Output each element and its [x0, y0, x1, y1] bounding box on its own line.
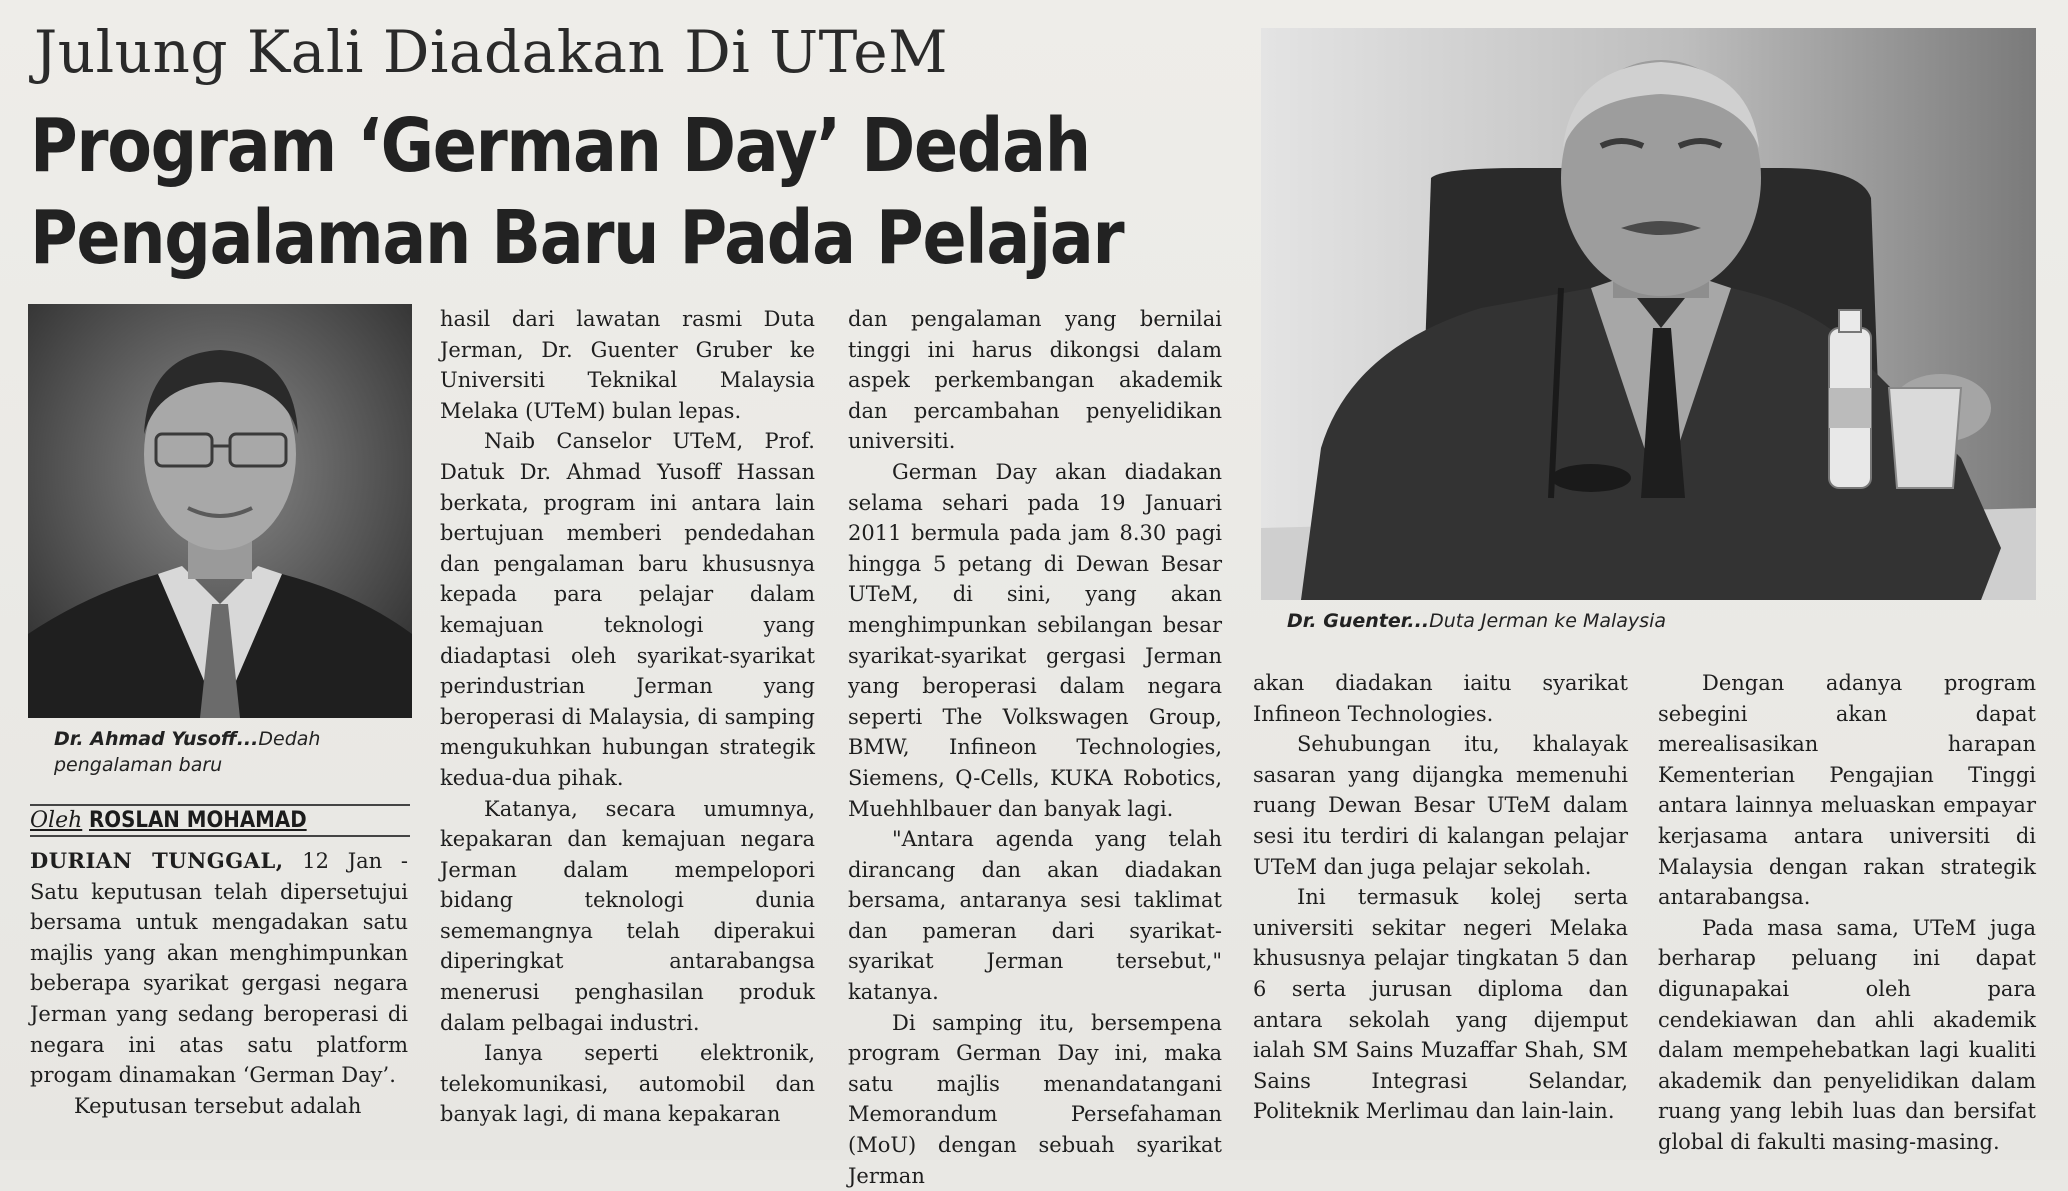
col2-paragraph-1: hasil dari lawatan rasmi Duta Jerman, Dr. Guenter Gruber ke Universiti Teknikal Malaysia Melaka (UTeM) bulan lepas.	[440, 307, 815, 423]
col1-paragraph-2: Keputusan tersebut adalah	[74, 1093, 362, 1118]
col1-p1-text: 12 Jan - Satu keputusan telah dipersetujui bersama untuk mengadakan satu majlis yang akan menghimpunkan beberapa syarikat gergasi negara Jerman yang sedang beroperasi di negara ini atas satu platform progam dinamakan ‘German Day’.	[30, 849, 408, 1088]
col3-paragraph-3: "Antara agenda yang telah dirancang dan akan diadakan bersama, antaranya sesi taklimat dan pameran dari syarikat-syarikat Jerman tersebut," katanya.	[848, 827, 1222, 1005]
photo-ahmad-yusoff	[28, 304, 412, 718]
article-column-4	[1253, 668, 1628, 1127]
photo2-caption-text: Duta Jerman ke Malaysia	[1429, 610, 1666, 632]
col3-paragraph-1: dan pengalaman yang bernilai tinggi ini harus dikongsi dalam aspek perkembangan akademik dan percambahan penyelidikan universiti.	[848, 307, 1222, 454]
photo1-caption-text-1: Dedah	[258, 728, 321, 750]
article-headline	[30, 100, 1124, 284]
article-column-1	[30, 846, 408, 1121]
photo1-caption-name: Dr. Ahmad Yusoff...	[54, 728, 259, 750]
col4-paragraph-2: Sehubungan itu, khalayak sasaran yang dijangka memenuhi ruang Dewan Besar UTeM dalam sesi itu terdiri di kalangan pelajar UTeM dan juga pelajar sekolah.	[1253, 732, 1628, 879]
byline-author: ROSLAN MOHAMAD	[89, 808, 307, 833]
col2-paragraph-2: Naib Canselor UTeM, Prof. Datuk Dr. Ahmad Yusoff Hassan berkata, program ini antara lain bertujuan memberi pendedahan dan pengalaman baru khususnya kepada para pelajar dalam kemajuan teknologi yang diadaptasi oleh syarikat-syarikat perindustrian Jerman yang beroperasi di Malaysia, di samping mengukuhkan hubungan strategik kedua-dua pihak.	[440, 429, 815, 790]
photo1-caption-text-2: pengalaman baru	[54, 754, 223, 776]
photo-guenter-gruber	[1261, 28, 2036, 600]
col2-paragraph-3: Katanya, secara umumnya, kepakaran dan kemajuan negara Jerman dalam mempelopori bidang teknologi dunia sememangnya telah diperakui diperingkat antarabangsa menerusi penghasilan produk dalam pelbagai industri.	[440, 796, 815, 1035]
col5-paragraph-2: Pada masa sama, UTeM juga berharap peluang ini dapat digunapakai oleh para cendekiawan dan ahli akademik dalam mempehebatkan lagi kualiti akademik dan penyelidikan dalam ruang yang lebih luas dan bersifat global di fakulti masing-masing.	[1658, 915, 2036, 1154]
photo2-caption-name: Dr. Guenter...	[1287, 610, 1430, 632]
col5-paragraph-1: Dengan adanya program sebegini akan dapat merealisasikan harapan Kementerian Pengajian Tinggi antara lainnya meluaskan empayar kerjasama antara universiti di Malaysia dengan rakan strategik antarabangsa.	[1658, 671, 2036, 910]
headline-line-1: Program ‘German Day’ Dedah	[30, 103, 1090, 189]
col3-paragraph-4: Di samping itu, bersempena program German Day ini, maka satu majlis menandatangani Memorandum Persefahaman (MoU) dengan sebuah syarikat Jerman	[848, 1010, 1222, 1188]
article-column-5	[1658, 668, 2036, 1158]
byline-prefix: Oleh	[30, 808, 83, 833]
col4-paragraph-1: akan diadakan iaitu syarikat Infineon Technologies.	[1253, 671, 1628, 726]
byline	[30, 804, 410, 837]
article-kicker: Julung Kali Diadakan Di UTeM	[34, 18, 948, 86]
photo2-caption	[1287, 608, 1907, 634]
col2-paragraph-4: Ianya seperti elektronik, telekomunikasi, automobil dan banyak lagi, di mana kepakaran	[440, 1041, 815, 1127]
photo1-caption	[54, 726, 374, 778]
col4-paragraph-3: Ini termasuk kolej serta universiti sekitar negeri Melaka khususnya pelajar tingkatan 5 dan 6 serta jurusan diploma dan antara sekolah yang dijemput ialah SM Sains Muzaffar Shah, SM Sains Integrasi Selandar, Politeknik Merlimau dan lain-lain.	[1253, 885, 1628, 1124]
dateline: DURIAN TUNGGAL,	[30, 848, 284, 873]
article-column-3	[848, 304, 1222, 1191]
col1-paragraph-1	[30, 846, 408, 1091]
col3-paragraph-2: German Day akan diadakan selama sehari pada 19 Januari 2011 bermula pada jam 8.30 pagi hingga 5 petang di Dewan Besar UTeM, di sini, yang akan menghimpunkan sebilangan besar syarikat-syarikat gergasi Jerman yang beroperasi dalam negara seperti The Volkswagen Group, BMW, Infineon Technologies, Siemens, Q-Cells, KUKA Robotics, Muehhlbauer dan banyak lagi.	[848, 459, 1222, 821]
headline-line-2: Pengalaman Baru Pada Pelajar	[30, 195, 1124, 281]
article-column-2	[440, 304, 815, 1130]
